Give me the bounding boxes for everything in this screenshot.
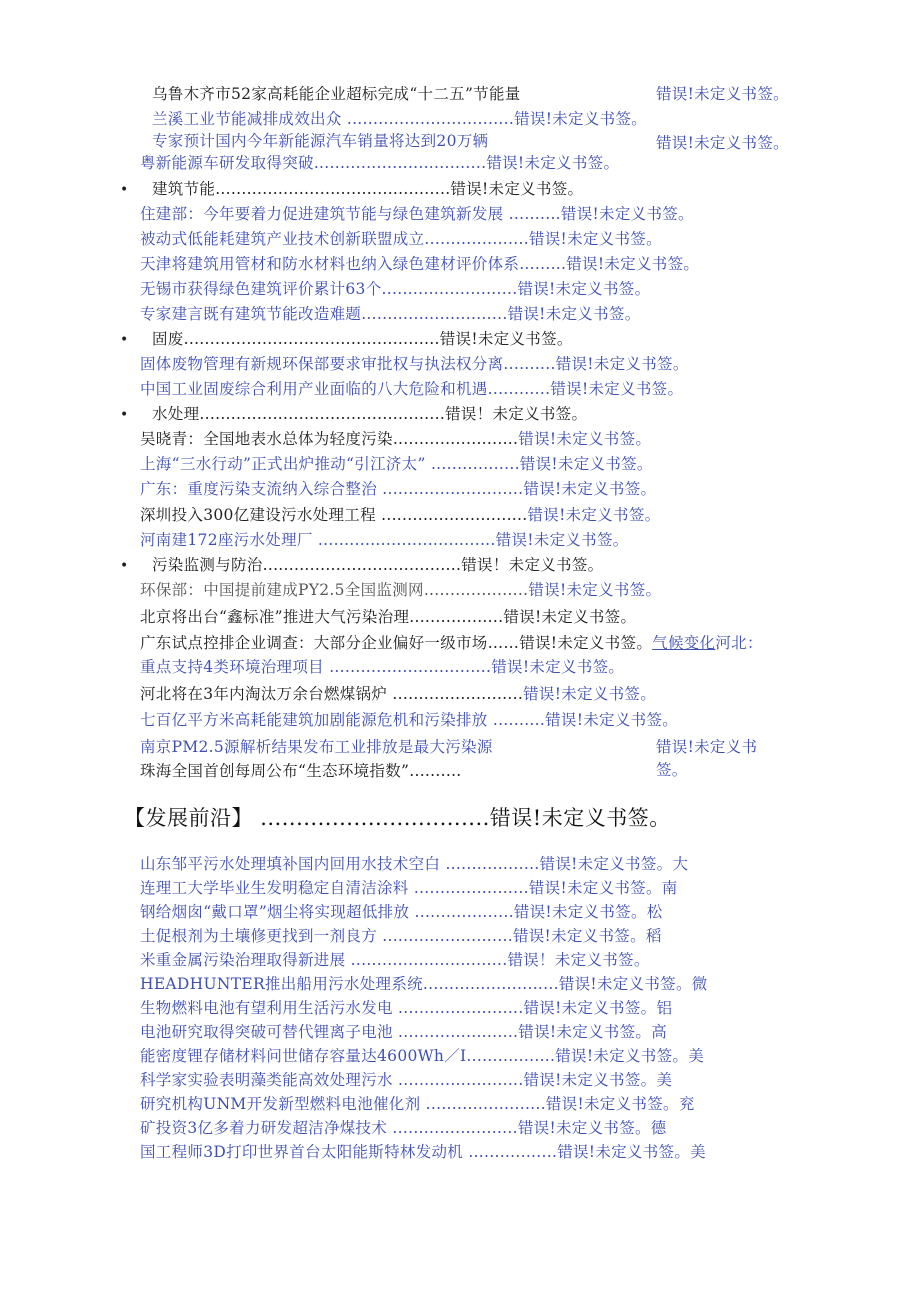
toc-entry[interactable]: 无锡市获得绿色建筑评价累计63个..........................错误!未定义书签。 — [140, 280, 651, 298]
toc-ref[interactable]: 错误!未定义书签。 — [656, 85, 789, 103]
toc-entry[interactable]: 专家建言既有建筑节能改造难题............................错误!未定义书签。 — [140, 305, 641, 323]
toc-entry[interactable]: 住建部：今年要着力促进建筑节能与绿色建筑新发展 ..........错误!未定义书签。 — [140, 205, 694, 223]
toc-entry[interactable]: 国工程师3D打印世界首台太阳能斯特林发动机 .................错误!未定义书签。美 — [140, 1143, 706, 1161]
toc-entry[interactable]: 中国工业固废综合利用产业面临的八大危险和机遇............错误!未定义书签。 — [140, 380, 684, 398]
toc-entry[interactable]: HEADHUNTER推出船用污水处理系统..........................错误!未定义书签。微 — [140, 975, 708, 993]
toc-entry[interactable]: 北京将出台“鑫标准”推进大气污染治理..................错误!未定义书签。 — [140, 608, 637, 626]
toc-ref[interactable]: 签。 — [656, 761, 688, 779]
bullet-icon: • — [120, 407, 129, 423]
toc-entry: 乌鲁木齐市52家高耗能企业超标完成“十二五”节能量 — [152, 85, 521, 103]
toc-entry[interactable]: 河南建172座污水处理厂 ..................................错误!未定义书签。 — [140, 531, 629, 549]
toc-entry[interactable]: 广东：重度污染支流纳入综合整治 ...........................错误!未定义书签。 — [140, 480, 657, 498]
toc-ref[interactable]: 错误!未定义书 — [656, 738, 758, 756]
toc-entry[interactable]: 钢给烟囱“戴口罩”烟尘将实现超低排放 ...................错误!未定义书签。松 — [140, 903, 663, 921]
toc-entry[interactable]: 研究机构UNM开发新型燃料电池催化剂 .......................错误!未定义书签。兖 — [140, 1095, 695, 1113]
toc-entry[interactable]: 兰溪工业节能减排成效出众 ................................错误!未定义书签。 — [152, 110, 648, 128]
toc-entry[interactable]: 广东试点控排企业调查：大部分企业偏好一级市场……错误!未定义书签。气候变化河北： — [140, 634, 763, 652]
toc-entry[interactable]: 矿投资3亿多着力研发超洁净煤技术 ........................错误!未定义书签。德 — [140, 1119, 667, 1137]
toc-entry[interactable]: 米重金属污染治理取得新进展 ..............................错误！未定义书签。 — [140, 951, 650, 969]
toc-section[interactable]: 水处理...............................................错误！未定义书签。 — [152, 405, 588, 423]
climate-change-link[interactable]: 气候变化 — [652, 634, 716, 652]
toc-entry[interactable]: 生物燃料电池有望利用生活污水发电 ........................错误!未定义书签。铝 — [140, 999, 673, 1017]
toc-section[interactable]: 固废.................................................错误!未定义书签。 — [152, 330, 573, 348]
toc-entry[interactable]: 环保部：中国提前建成PY2.5全国监测网....................错误!未定义书签。 — [140, 581, 662, 599]
toc-entry[interactable]: 山东邹平污水处理填补国内回用水技术空白 ..................错误!未定义书签。大 — [140, 855, 689, 873]
bullet-icon: • — [120, 182, 129, 198]
bullet-icon: • — [120, 558, 129, 574]
toc-entry[interactable]: 被动式低能耗建筑产业技术创新联盟成立....................错误!未定义书签。 — [140, 230, 662, 248]
toc-entry[interactable]: 七百亿平方米高耗能建筑加剧能源危机和污染排放 ..........错误!未定义书签。 — [140, 711, 679, 729]
toc-entry[interactable]: 河北将在3年内淘汰万余台燃煤锅炉 .........................错误!未定义书签。 — [140, 685, 657, 703]
toc-entry[interactable]: 电池研究取得突破可替代锂离子电池 .......................错误!未定义书签。高 — [140, 1023, 668, 1041]
toc-entry[interactable]: 重点支持4类环境治理项目 ...............................错误!未定义书签。 — [140, 658, 625, 676]
toc-entry[interactable]: 科学家实验表明藻类能高效处理污水 ........................错误!未定义书签。美 — [140, 1071, 673, 1089]
toc-entry[interactable]: 土促根剂为土壤修更找到一剂良方 .........................错误!未定义书签。稻 — [140, 927, 662, 945]
toc-section[interactable]: 污染监测与防治......................................错误！未定义书签。 — [152, 556, 604, 574]
toc-entry[interactable]: 珠海全国首创每周公布“生态环境指数”.......... — [140, 762, 462, 780]
toc-entry[interactable]: 连理工大学毕业生发明稳定自清洁涂料 ......................错误!未定义书签。南 — [140, 879, 678, 897]
toc-entry[interactable]: 吴晓青：全国地表水总体为轻度污染........................错误!未定义书签。 — [140, 430, 652, 448]
toc-entry[interactable]: 专家预计国内今年新能源汽车销量将达到20万辆 — [152, 132, 489, 150]
toc-entry[interactable]: 粤新能源车研发取得突破.................................错误!未定义书签。 — [140, 154, 620, 172]
toc-section[interactable]: 建筑节能.............................................错误!未定义书签。 — [152, 180, 584, 198]
toc-entry[interactable]: 南京PM2.5源解析结果发布工业排放是最大污染源 — [140, 738, 493, 756]
toc-entry[interactable]: 固体废物管理有新规环保部要求审批权与执法权分离..........错误!未定义书签。 — [140, 355, 689, 373]
toc-ref[interactable]: 错误!未定义书签。 — [656, 134, 789, 152]
section-heading[interactable]: 【发展前沿】 ................................错误!未定义书签。 — [124, 806, 671, 830]
bullet-icon: • — [120, 332, 129, 348]
toc-entry[interactable]: 深圳投入300亿建设污水处理工程 ............................错误!未定义书签。 — [140, 506, 661, 524]
toc-entry[interactable]: 天津将建筑用管材和防水材料也纳入绿色建材评价体系.........错误!未定义书签。 — [140, 255, 700, 273]
toc-entry[interactable]: 能密度锂存储材料问世储存容量达4600Wh／I.................错误!未定义书签。美 — [140, 1047, 704, 1065]
toc-entry[interactable]: 上海“三水行动”正式出炉推动“引江济太” .................错误!未定义书签。 — [140, 455, 653, 473]
